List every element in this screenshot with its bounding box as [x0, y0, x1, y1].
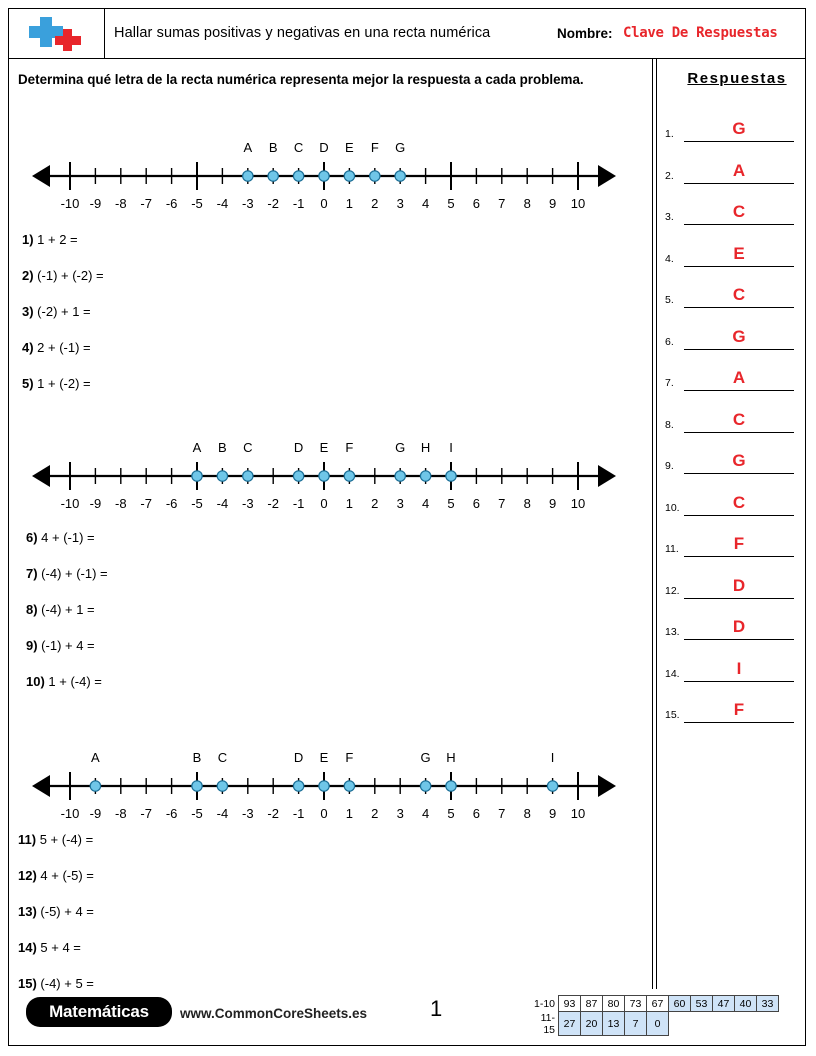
answer-number: 5.	[665, 294, 674, 306]
answer-number: 3.	[665, 211, 674, 223]
header	[9, 9, 805, 59]
problem-number: 6)	[26, 530, 38, 545]
tick-label: 3	[396, 196, 404, 211]
answer-row	[665, 689, 795, 723]
answer-blank[interactable]	[684, 390, 794, 391]
problem-item	[26, 566, 108, 581]
tick-label: -8	[115, 196, 127, 211]
number-line	[18, 440, 658, 514]
problem-text: (-1) + (-2) =	[33, 268, 104, 283]
problem-text: 4 + (-1) =	[37, 530, 95, 545]
point-label: D	[293, 750, 304, 765]
point-label: D	[319, 140, 329, 155]
score-cell: 73	[625, 996, 647, 1012]
tick-label: 2	[371, 806, 379, 821]
tick-label: -8	[115, 806, 127, 821]
tick-label: -4	[216, 496, 229, 511]
tick-label: -2	[267, 196, 279, 211]
problem-number: 5)	[22, 376, 34, 391]
problem-item	[26, 602, 95, 617]
problem-number: 8)	[26, 602, 38, 617]
tick-labels	[18, 806, 658, 824]
point-labels	[18, 750, 658, 766]
tick-label: 7	[498, 806, 506, 821]
problem-number: 4)	[22, 340, 34, 355]
answer-row	[665, 108, 795, 142]
score-cell: 13	[603, 1012, 625, 1036]
point-label: C	[243, 440, 253, 455]
tick-label: 6	[472, 806, 480, 821]
point-label: F	[345, 440, 354, 455]
tick-label: 5	[447, 196, 455, 211]
problem-text: (-1) + 4 =	[37, 638, 95, 653]
point-label: E	[319, 440, 329, 455]
tick-label: -8	[115, 496, 127, 511]
tick-label: 2	[371, 196, 379, 211]
tick-label: 1	[345, 806, 353, 821]
tick-label: 0	[320, 196, 328, 211]
problem-item	[26, 530, 95, 545]
answer-number: 2.	[665, 169, 674, 182]
answer-number: 15.	[665, 709, 680, 721]
tick-label: 5	[447, 806, 455, 821]
problem-item	[22, 340, 91, 355]
point-label: A	[192, 440, 202, 455]
score-cell: 53	[691, 996, 713, 1012]
point-label: G	[420, 750, 431, 765]
score-cell: 40	[735, 996, 757, 1012]
tick-label: -6	[165, 496, 178, 511]
tick-label: -6	[165, 196, 178, 211]
score-cell: 20	[581, 1012, 603, 1036]
instructions: Determina qué letra de la recta numérica representa mejor la respuesta a cada problema.	[18, 72, 584, 87]
tick-label: 8	[523, 496, 531, 511]
answer-number: 6.	[665, 335, 674, 348]
answer-value: G	[732, 119, 746, 138]
problem-item	[18, 976, 94, 991]
answer-number: 14.	[665, 667, 680, 680]
number-line	[18, 750, 658, 824]
tick-label: -4	[216, 196, 229, 211]
problem-number: 12)	[18, 868, 37, 883]
answer-row	[665, 606, 795, 640]
answer-blank[interactable]	[684, 266, 794, 267]
point-labels	[18, 140, 658, 156]
tick-label: -5	[191, 196, 203, 211]
tick-label: 0	[320, 806, 328, 821]
answer-number: 1.	[665, 128, 674, 140]
answer-row	[665, 440, 795, 474]
point-labels	[18, 440, 658, 456]
answer-value: D	[732, 575, 746, 595]
tick-label: 10	[570, 496, 586, 511]
score-cell: 47	[713, 996, 735, 1012]
answer-row	[665, 316, 795, 350]
score-cell: 93	[559, 996, 581, 1012]
tick-label: -2	[267, 806, 279, 821]
point-label: D	[293, 440, 304, 455]
score-cell: 27	[559, 1012, 581, 1036]
score-cell: 67	[647, 996, 669, 1012]
problem-number: 15)	[18, 976, 37, 991]
answer-row	[665, 274, 795, 308]
number-line-graphic	[18, 456, 618, 496]
point-label: C	[217, 750, 228, 765]
tick-label: 4	[421, 496, 430, 511]
problem-text: 1 + (-4) =	[44, 674, 102, 689]
score-cell: 33	[757, 996, 779, 1012]
answer-row	[665, 523, 795, 557]
answer-value: I	[736, 658, 742, 678]
brand-label: Matemáticas	[49, 1002, 149, 1021]
answer-blank[interactable]	[684, 432, 794, 433]
number-line-graphic	[18, 156, 618, 196]
answer-blank[interactable]	[684, 556, 794, 557]
problem-item	[22, 232, 78, 247]
tick-label: -7	[140, 496, 152, 511]
problem-text: 2 + (-1) =	[33, 340, 91, 355]
problem-text: 4 + (-5) =	[36, 868, 94, 883]
problem-number: 9)	[26, 638, 38, 653]
problem-item	[22, 304, 91, 319]
problem-text: 1 + (-2) =	[33, 376, 91, 391]
tick-label: 8	[523, 806, 531, 821]
answer-number: 10.	[665, 501, 680, 514]
answer-number: 12.	[665, 584, 680, 597]
answer-blank[interactable]	[684, 598, 794, 599]
score-row-label: 1-10	[533, 997, 555, 1010]
tick-label: 6	[472, 196, 480, 211]
tick-label: -5	[191, 806, 203, 821]
problem-text: (-4) + (-1) =	[37, 566, 108, 581]
tick-label: 9	[548, 496, 557, 511]
tick-label: 8	[523, 196, 531, 211]
tick-label: 10	[570, 196, 586, 211]
point-label: G	[395, 440, 406, 455]
tick-label: -4	[216, 806, 229, 821]
tick-label: -6	[165, 806, 178, 821]
tick-label: 1	[345, 196, 353, 211]
score-row-label: 11-15	[540, 1011, 555, 1036]
point-label: G	[395, 140, 406, 155]
tick-label: 4	[421, 196, 430, 211]
answer-value: F	[733, 534, 745, 553]
number-line-graphic	[18, 766, 618, 806]
tick-label: 2	[371, 496, 379, 511]
answer-blank[interactable]	[684, 473, 794, 474]
point-label: C	[293, 140, 304, 155]
tick-label: -3	[242, 196, 254, 211]
point-label: A	[243, 140, 253, 155]
score-cell: 80	[603, 996, 625, 1012]
answer-value: C	[732, 492, 746, 512]
tick-label: 7	[498, 496, 506, 511]
problem-text: 5 + (-4) =	[36, 832, 94, 847]
answer-blank[interactable]	[684, 639, 794, 640]
answer-number: 9.	[665, 460, 674, 472]
plus-red-icon	[55, 29, 81, 51]
score-cell: 60	[669, 996, 691, 1012]
answer-value: A	[732, 368, 746, 387]
tick-label: 3	[396, 806, 404, 821]
problem-number: 13)	[18, 904, 37, 919]
point-label: H	[446, 750, 456, 765]
problem-number: 11)	[18, 832, 37, 847]
point-label: B	[192, 750, 202, 765]
answer-blank[interactable]	[684, 681, 794, 682]
tick-label: -5	[191, 496, 203, 511]
answer-number: 8.	[665, 418, 674, 431]
answer-blank[interactable]	[684, 722, 794, 723]
point-label: E	[345, 140, 354, 155]
tick-label: 3	[396, 496, 404, 511]
problem-item	[18, 832, 93, 847]
answer-blank[interactable]	[684, 349, 794, 350]
tick-label: -3	[242, 806, 254, 821]
score-row	[529, 1012, 779, 1036]
answer-value: A	[732, 160, 746, 180]
problem-item	[18, 904, 94, 919]
problem-item	[18, 940, 81, 955]
answer-value: C	[732, 409, 746, 429]
point-label: B	[218, 440, 227, 455]
point-label: I	[449, 440, 453, 455]
tick-label: 6	[472, 496, 480, 511]
logo	[9, 9, 105, 58]
tick-labels	[18, 196, 658, 214]
point-label: E	[319, 750, 329, 765]
tick-label: -1	[292, 496, 305, 511]
answer-blank[interactable]	[684, 515, 794, 516]
answer-blank[interactable]	[684, 307, 794, 308]
answer-row	[665, 565, 795, 599]
problem-text: (-4) + 5 =	[36, 976, 94, 991]
tick-label: 9	[548, 806, 557, 821]
problem-text: (-5) + 4 =	[36, 904, 94, 919]
tick-label: 5	[447, 496, 455, 511]
tick-label: -9	[89, 806, 102, 821]
problem-number: 10)	[26, 674, 45, 689]
point-label: F	[370, 140, 379, 155]
answer-blank[interactable]	[684, 141, 794, 142]
tick-label: -10	[60, 196, 80, 211]
point-label: A	[91, 750, 100, 765]
score-cell: 7	[625, 1012, 647, 1036]
answer-number: 11.	[665, 543, 679, 555]
answer-row	[665, 648, 795, 682]
problem-number: 1)	[22, 232, 34, 247]
problem-number: 3)	[22, 304, 34, 319]
page-title: Hallar sumas positivas y negativas en una recta numérica	[114, 25, 491, 41]
problem-item	[26, 638, 95, 653]
answer-number: 13.	[665, 626, 680, 638]
tick-label: 4	[421, 806, 430, 821]
tick-label: -10	[60, 496, 80, 511]
answer-blank[interactable]	[684, 224, 794, 225]
problem-item	[22, 376, 91, 391]
problem-number: 14)	[18, 940, 37, 955]
answer-row	[665, 357, 795, 391]
problem-item	[26, 674, 102, 689]
answer-row	[665, 150, 795, 184]
answer-value: C	[732, 202, 746, 221]
site-url: www.CommonCoreSheets.es	[180, 1006, 368, 1021]
tick-label: 0	[320, 496, 328, 511]
tick-label: -3	[242, 496, 254, 511]
answer-blank[interactable]	[684, 183, 794, 184]
answer-row	[665, 191, 795, 225]
brand-badge	[26, 997, 172, 1027]
point-label: B	[268, 140, 278, 155]
problem-text: 1 + 2 =	[33, 232, 78, 247]
problem-text: 5 + 4 =	[36, 940, 81, 955]
score-cell: 0	[647, 1012, 669, 1036]
tick-label: -9	[89, 496, 102, 511]
score-cell: 87	[581, 996, 603, 1012]
number-line	[18, 140, 658, 214]
answer-value: E	[733, 243, 745, 263]
tick-label: 7	[498, 196, 506, 211]
answers-title: Respuestas	[687, 70, 787, 87]
tick-label: -10	[60, 806, 80, 821]
tick-label: -7	[140, 806, 152, 821]
answer-row	[665, 233, 795, 267]
problem-text: (-4) + 1 =	[37, 602, 95, 617]
tick-label: -1	[292, 806, 305, 821]
answer-row	[665, 399, 795, 433]
answer-value: C	[732, 285, 746, 304]
answer-value: G	[732, 451, 746, 470]
tick-labels	[18, 496, 658, 514]
answer-row	[665, 482, 795, 516]
problem-number: 2)	[22, 268, 34, 283]
tick-label: -1	[292, 196, 305, 211]
score-row	[529, 996, 779, 1012]
score-table	[529, 995, 779, 1036]
answer-number: 7.	[665, 377, 674, 389]
tick-label: -9	[89, 196, 102, 211]
point-label: H	[420, 440, 431, 455]
tick-label: 10	[570, 806, 586, 821]
answer-value: D	[732, 617, 746, 636]
problem-number: 7)	[26, 566, 38, 581]
answer-value: F	[733, 700, 745, 719]
problem-item	[18, 868, 94, 883]
tick-label: 1	[345, 496, 353, 511]
name-value: Clave De Respuestas	[623, 25, 778, 41]
page-number: 1	[430, 996, 443, 1021]
answer-value: G	[732, 326, 746, 346]
tick-label: 9	[548, 196, 557, 211]
name-label: Nombre:	[557, 26, 613, 41]
tick-label: -7	[140, 196, 152, 211]
tick-label: -2	[267, 496, 279, 511]
answer-number: 4.	[665, 252, 674, 265]
point-label: F	[345, 750, 354, 765]
problem-text: (-2) + 1 =	[33, 304, 91, 319]
point-label: I	[550, 750, 555, 765]
problem-item	[22, 268, 104, 283]
